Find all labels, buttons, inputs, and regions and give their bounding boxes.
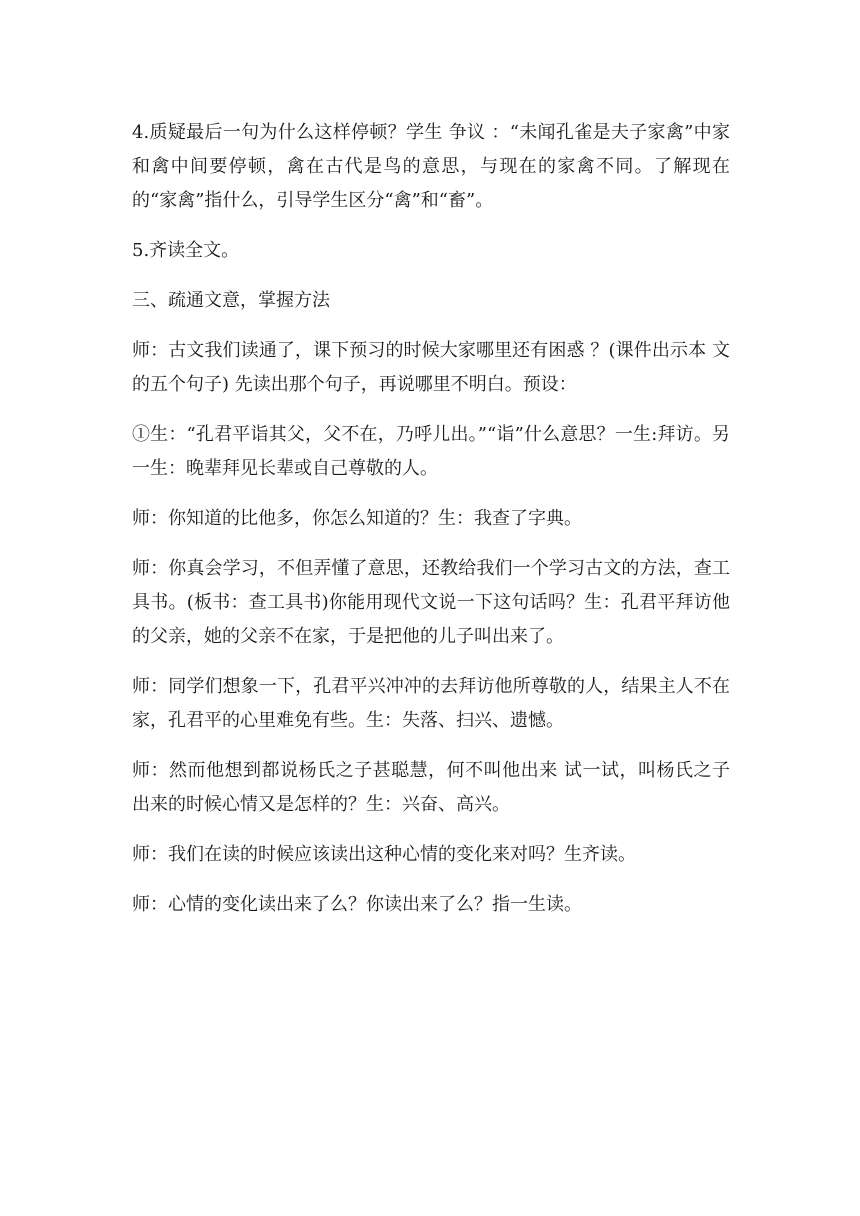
paragraph-teacher-imagine: 师：同学们想象一下，孔君平兴冲冲的去拜访他所尊敬的人，结果主人不在家，孔君平的心里难免有些。生：失落、扫兴、遗憾。 bbox=[132, 676, 730, 731]
paragraph-teacher-method: 师：你真会学习，不但弄懂了意思，还教给我们一个学习古文的方法，查工具书。(板书：查工具书)你能用现代文说一下这句话吗？生：孔君平拜访他的父亲，她的父亲不在家，于是把他的儿子叫出来了。 bbox=[132, 558, 730, 647]
paragraph-teacher-however: 师：然而他想到都说杨氏之子甚聪慧，何不叫他出来 试一试，叫杨氏之子出来的时候心情又是怎样的？生：兴奋、高兴。 bbox=[132, 760, 730, 815]
paragraph-teacher-check: 师：心情的变化读出来了么？你读出来了么？指一生读。 bbox=[132, 894, 582, 915]
paragraph-read-together: 5.齐读全文。 bbox=[132, 240, 240, 261]
section-heading-3: 三、疏通文意，掌握方法 bbox=[132, 290, 330, 311]
document-body bbox=[132, 116, 730, 938]
paragraph-student-1: ①生：“孔君平诣其父，父不在，乃呼儿出。”“诣”什么意思？一生:拜访。另一生：晚辈拜见长辈或自己尊敬的人。 bbox=[132, 424, 730, 479]
paragraph-teacher-how-know: 师：你知道的比他多，你怎么知道的？生：我查了字典。 bbox=[132, 508, 582, 529]
paragraph-teacher-read-change: 师：我们在读的时候应该读出这种心情的变化来对吗？生齐读。 bbox=[132, 844, 636, 865]
paragraph-teacher-confusion: 师：古文我们读通了，课下预习的时候大家哪里还有困惑 ？(课件出示本 文的五个句子) 先读出那个句子，再说哪里不明白。预设： bbox=[132, 340, 730, 395]
paragraph-question-4: 4.质疑最后一句为什么这样停顿？学生 争议 ：“未闻孔雀是夫子家禽”中家和禽中间要停顿，禽在古代是鸟的意思，与现在的家禽不同。了解现在的“家禽”指什么，引导学生区分“禽”和“畜”。 bbox=[132, 122, 730, 211]
